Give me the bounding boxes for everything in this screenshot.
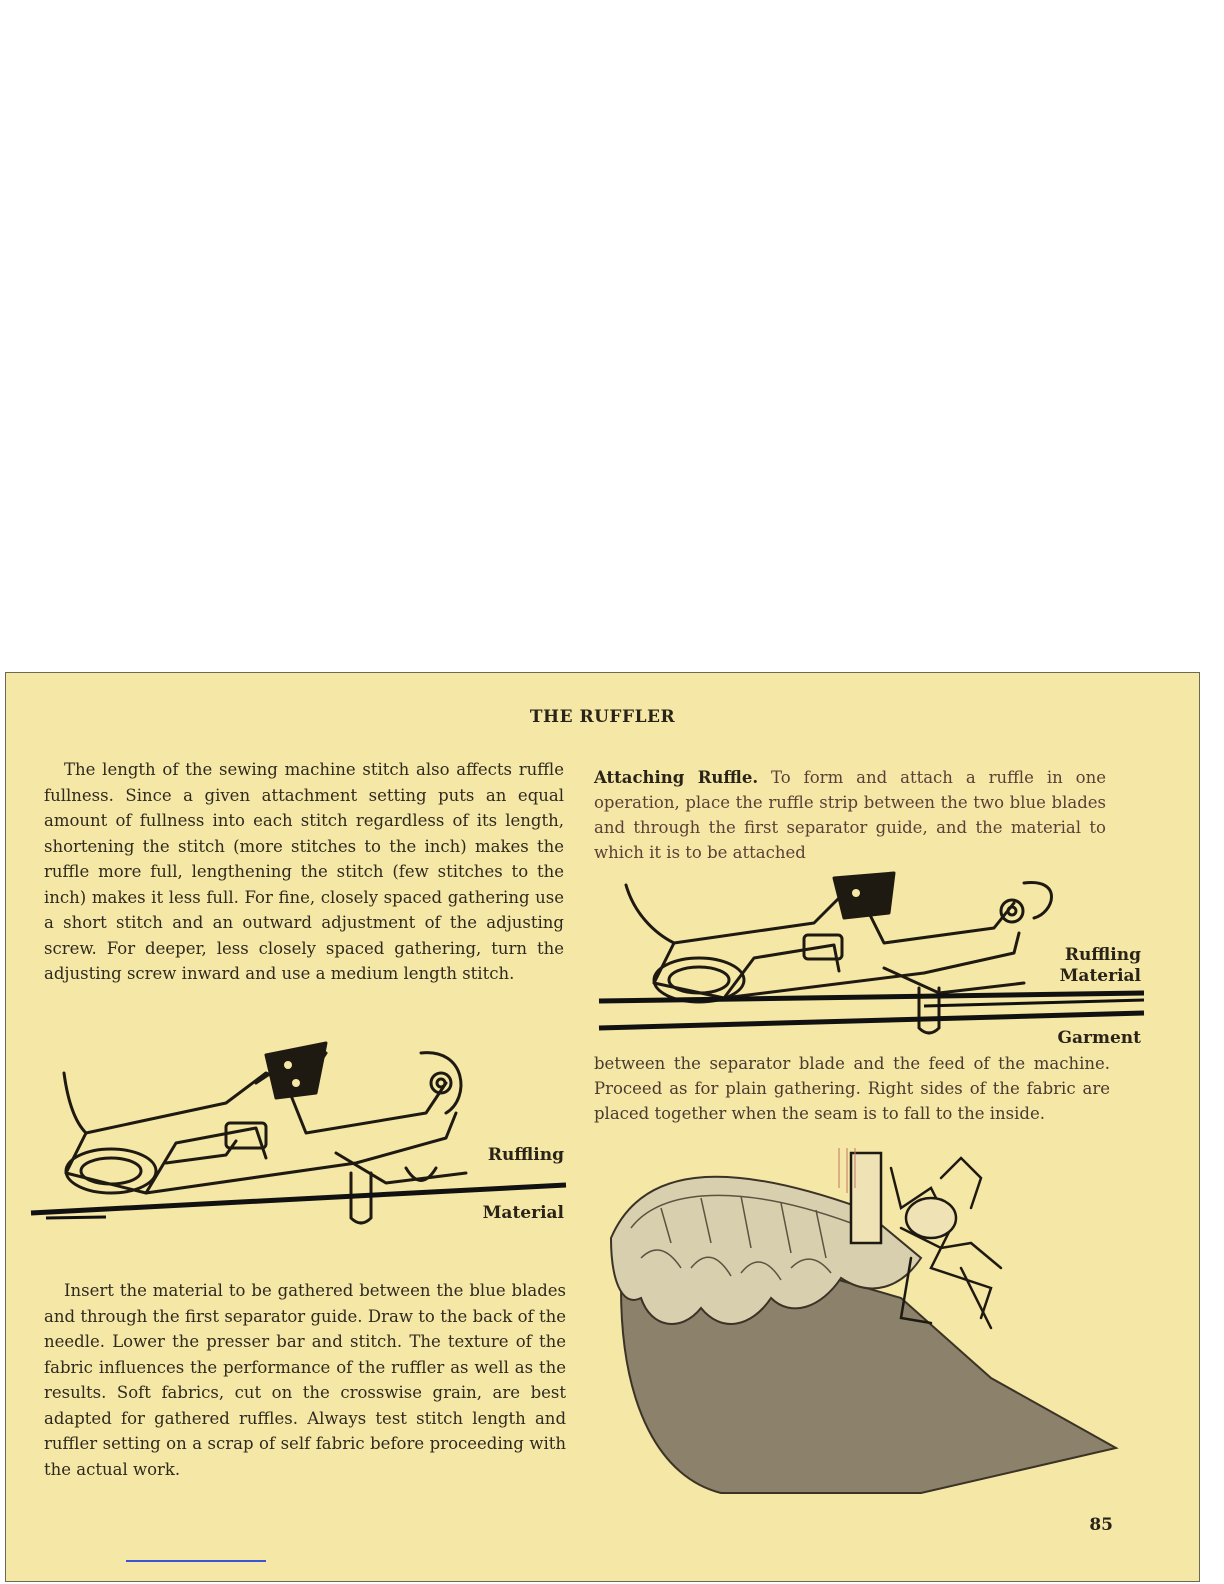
figure-label-material: Material <box>482 1203 564 1223</box>
left-paragraph-stitch-length: The length of the sewing machine stitch also affects ruffle fullness. Since a given attachment setting puts an equal amount of fullness into each stitch regardless of its length, shortening the stitch (more stitches to the inch) makes the ruffle more full, lengthening the stitch (few stitches to the inch) makes it less full. For fine, closely spaced gathering use a short stitch and an outward adjustment of the adjusting screw. For deeper, less closely spaced gathering, turn the adjusting screw inward and use a medium length stitch. <box>44 760 564 983</box>
figure-label-ruffling-line: Ruffling <box>1064 945 1141 965</box>
figure-label-ruffling: Ruffling <box>487 1145 564 1165</box>
right-paragraph-separator-blade: between the separator blade and the feed of the machine. Proceed as for plain gathering. Right sides of the fabric are placed together when the seam is to fall to the inside. <box>594 1054 1110 1123</box>
book-page-photo <box>5 672 1200 1582</box>
figure-label-material-line: Material <box>1059 966 1141 986</box>
figure-label-ruffling-material <box>1016 945 1141 987</box>
left-paragraph-insert-material: Insert the material to be gathered between the blue blades and through the first separator guide. Draw to the back of the needle. Lower the presser bar and stitch. The texture of the fabric influences the performance of the ruffler as well as the results. Soft fabrics, cut on the crosswise grain, are best adapted for gathered ruffles. Always test stitch length and ruffler setting on a scrap of self fabric before proceeding with the actual work. <box>44 1281 566 1479</box>
right-paragraph-attaching-ruffle <box>594 765 1106 865</box>
right-paragraph-1-text: To form and attach a ruffle in one operation, place the ruffle strip between the two blue blades and through the first separator guide, and the material to which it is to be attached <box>594 768 1106 862</box>
figure-label-garment: Garment <box>1057 1028 1141 1048</box>
ruffle-sewing-illustration <box>601 1148 1121 1508</box>
page-title: THE RUFFLER <box>529 707 676 727</box>
page-number: 85 <box>1089 1515 1113 1535</box>
run-in-heading: Attaching Ruffle. <box>594 768 759 787</box>
link-underline-mark <box>126 1560 266 1562</box>
